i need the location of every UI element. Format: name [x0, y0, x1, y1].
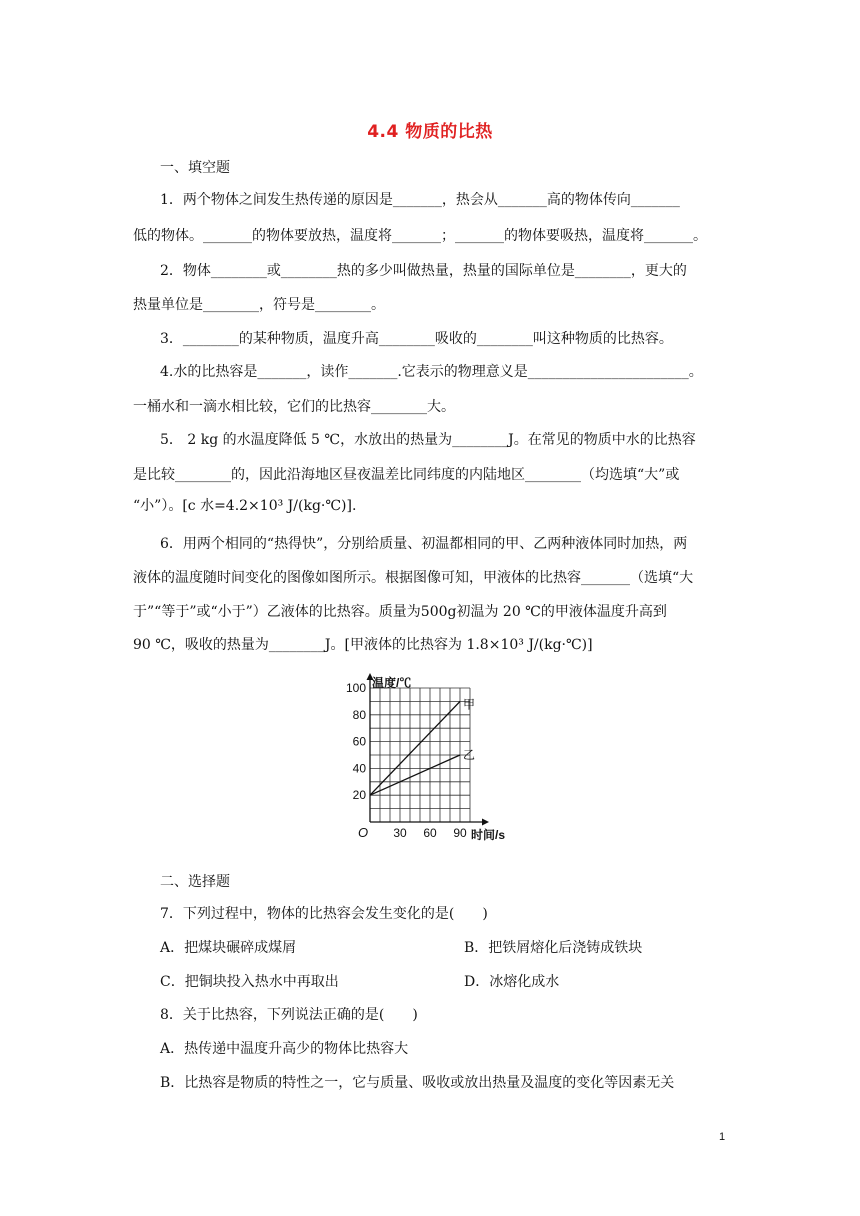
- y-tick-label: 20: [352, 788, 366, 803]
- section-multiple-choice: 二、选择题: [160, 874, 230, 890]
- series-line-yi: [370, 755, 460, 795]
- chart-series: [370, 701, 460, 795]
- chart-grid: [370, 688, 470, 822]
- question-8: 8．关于比热容，下列说法正确的是( ): [160, 1007, 418, 1023]
- question-7-option-c: C．把铜块投入热水中再取出: [160, 974, 339, 990]
- question-6-line-2: 液体的温度随时间变化的图像如图所示。根据图像可知，甲液体的比热容_______（选填“大: [133, 570, 694, 586]
- question-5-line-2: 是比较________的，因此沿海地区昼夜温差比同纬度的内陆地区________（均选填“大”或: [133, 467, 680, 483]
- question-7: 7．下列过程中，物体的比热容会发生变化的是( ): [160, 906, 488, 922]
- question-7-option-b: B．把铁屑熔化后浇铸成铁块: [464, 940, 643, 956]
- x-axis-label: 时间/s: [471, 828, 506, 842]
- series-line-jia: [370, 701, 460, 795]
- y-tick-label: 60: [352, 734, 366, 749]
- question-3: 3．________的某种物质，温度升高________吸收的________叫这种物质的比热容。: [160, 331, 673, 347]
- y-tick-label: 100: [345, 681, 366, 695]
- section-fill-blank: 一、填空题: [160, 160, 230, 176]
- x-tick-label: 30: [393, 826, 407, 840]
- question-5-line-1: 5． 2 kg 的水温度降低 5 ℃，水放出的热量为________J。在常见的物质中水的比热容: [160, 432, 696, 448]
- question-2-line-2: 热量单位是________，符号是________。: [133, 297, 385, 313]
- y-axis-label: 温度/℃: [372, 676, 412, 690]
- series-label-yi: 乙: [463, 748, 476, 762]
- page-number: 1: [719, 1131, 726, 1143]
- question-8-option-b: B．比热容是物质的特性之一，它与质量、吸收或放出热量及温度的变化等因素无关: [160, 1075, 675, 1091]
- question-4-line-1: 4.水的比热容是_______，读作_______.它表示的物理意义是_______________________。: [160, 364, 703, 380]
- series-label-jia: 甲: [463, 697, 476, 712]
- y-tick-label: 80: [352, 707, 366, 722]
- question-2-line-1: 2．物体________或________热的多少叫做热量，热量的国际单位是________，更大的: [160, 263, 687, 279]
- question-7-option-a: A．把煤块碾碎成煤屑: [160, 940, 297, 956]
- x-axis-arrow: [482, 819, 489, 826]
- question-8-option-a: A．热传递中温度升高少的物体比热容大: [160, 1041, 409, 1057]
- question-1-line-2: 低的物体。_______的物体要放热，温度将_______；_______的物体要吸热，温度将_______。: [133, 228, 707, 244]
- question-7-option-d: D．冰熔化成水: [464, 974, 560, 990]
- question-6-line-3: 于”“等于”或“小于”）乙液体的比热容。质量为500g初温为 20 ℃的甲液体温度升高到: [133, 604, 667, 620]
- question-6-line-1: 6．用两个相同的“热得快”，分别给质量、初温都相同的甲、乙两种液体同时加热，两: [160, 536, 688, 552]
- question-6-line-4: 90 ℃，吸收的热量为________J。[甲液体的比热容为 1.8×10³ J/(kg·℃)]: [133, 637, 593, 653]
- temperature-time-chart: [330, 668, 530, 848]
- page-title: 4.4 物质的比热: [367, 122, 493, 142]
- question-5-line-3: “小”）。[c 水=4.2×10³ J/(kg·℃)].: [133, 498, 357, 514]
- question-1-line-1: 1．两个物体之间发生热传递的原因是_______，热会从_______高的物体传向_______: [160, 192, 680, 208]
- question-4-line-2: 一桶水和一滴水相比较，它们的比热容________大。: [133, 399, 455, 415]
- x-tick-label: 60: [423, 826, 437, 840]
- x-tick-label: 90: [453, 826, 467, 840]
- y-tick-label: 40: [352, 761, 366, 776]
- origin-label: O: [358, 825, 369, 840]
